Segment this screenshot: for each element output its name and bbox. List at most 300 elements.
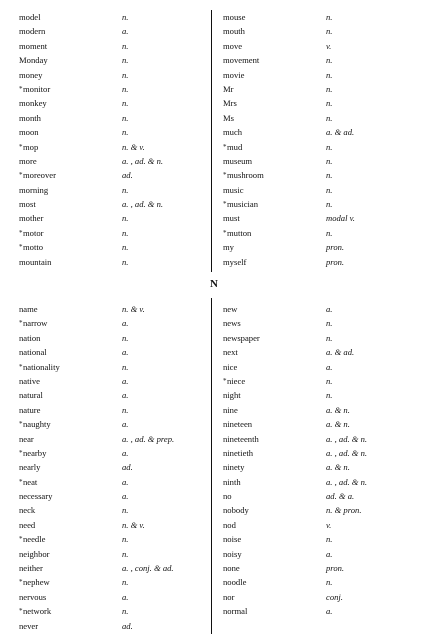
entry-part-of-speech: n. [326, 26, 333, 37]
entry-part-of-speech: a. & n. [326, 419, 350, 430]
entry-part-of-speech: n. [122, 227, 129, 238]
entry-word-text: mouse [223, 12, 246, 22]
word-entry [19, 183, 209, 197]
entry-word [223, 374, 245, 388]
word-entry [19, 489, 209, 503]
word-entry [19, 432, 209, 446]
entry-word-text: modern [19, 26, 46, 37]
word-entry [223, 68, 423, 82]
entry-part-of-speech: a. [122, 591, 129, 602]
word-entry [223, 168, 423, 182]
entry-part-of-speech: a. , ad. & n. [122, 199, 164, 210]
word-entry [19, 226, 209, 240]
asterisk-marker-icon: * [19, 171, 23, 180]
entry-part-of-speech: n. & v. [122, 304, 145, 314]
entry-word [223, 503, 249, 517]
entry-word [19, 10, 40, 24]
word-entry [223, 561, 423, 575]
word-entry [223, 125, 423, 139]
entry-word [19, 168, 56, 182]
entry-word [19, 140, 38, 154]
entry-word [223, 446, 253, 460]
entry-word-text: neighbor [19, 548, 50, 559]
entry-word-text: moreover [23, 170, 56, 181]
entry-word-text: nice [223, 361, 238, 372]
entry-word-text: mutton [227, 227, 252, 238]
entry-word-text: mother [19, 213, 44, 224]
entry-word [223, 316, 241, 330]
entry-word [19, 345, 47, 359]
entry-part-of-speech: n. [326, 375, 333, 386]
entry-word [19, 360, 60, 374]
entry-word-text: necessary [19, 491, 53, 502]
entry-word [19, 590, 46, 604]
word-entry [19, 403, 209, 417]
word-entry [19, 547, 209, 561]
entry-word-text: none [223, 563, 240, 574]
entry-part-of-speech: n. [122, 83, 129, 94]
entry-part-of-speech: a. [122, 419, 129, 430]
word-entry [223, 316, 423, 330]
entry-part-of-speech: n. [326, 390, 333, 401]
entry-word [19, 154, 37, 168]
entry-word-text: monitor [23, 83, 51, 94]
word-entry [223, 211, 423, 225]
entry-word-text: nineteen [223, 419, 253, 430]
entry-word-text: nearly [19, 462, 41, 473]
entry-word [223, 575, 246, 589]
entry-part-of-speech: n. [122, 112, 129, 123]
entry-part-of-speech: n. [122, 69, 129, 80]
entry-part-of-speech: n. [122, 55, 129, 66]
entry-word-text: never [19, 620, 39, 631]
word-entry [223, 360, 423, 374]
entry-word [19, 226, 44, 240]
entry-word-text: Mr [223, 83, 234, 94]
entry-word-text: model [19, 12, 41, 22]
word-entry [223, 82, 423, 96]
entry-part-of-speech: ad. [122, 462, 133, 473]
word-entry [19, 111, 209, 125]
entry-word [223, 197, 258, 211]
asterisk-marker-icon: * [19, 535, 23, 544]
word-entry [19, 96, 209, 110]
entry-part-of-speech: a. [122, 375, 129, 386]
asterisk-marker-icon: * [19, 319, 23, 328]
word-entry [223, 460, 423, 474]
word-entry [223, 532, 423, 546]
entry-word [19, 53, 48, 67]
entry-word [223, 475, 241, 489]
entry-part-of-speech: modal v. [326, 213, 355, 224]
entry-word-text: music [223, 184, 244, 195]
entry-word [19, 417, 51, 431]
word-entry [19, 503, 209, 517]
entry-word-text: noise [223, 534, 242, 545]
word-entry [19, 168, 209, 182]
entry-word [223, 183, 244, 197]
n-right-column [223, 302, 423, 619]
entry-part-of-speech: a. & n. [326, 462, 350, 473]
entry-word [223, 168, 264, 182]
entry-part-of-speech: n. [122, 40, 129, 51]
entry-word-text: nation [19, 332, 41, 343]
entry-part-of-speech: pron. [326, 242, 345, 253]
word-entry [19, 518, 209, 532]
entry-word [19, 547, 50, 561]
entry-word-text: mop [23, 141, 39, 152]
entry-word [223, 24, 245, 38]
entry-word [19, 489, 52, 503]
word-entry [19, 53, 209, 67]
asterisk-marker-icon: * [19, 607, 23, 616]
entry-word-text: motto [23, 242, 44, 253]
asterisk-marker-icon: * [19, 448, 23, 457]
word-entry [223, 388, 423, 402]
asterisk-marker-icon: * [19, 84, 23, 93]
entry-word-text: monkey [19, 98, 47, 109]
entry-word [223, 417, 252, 431]
entry-word-text: mushroom [227, 170, 264, 181]
word-entry [223, 345, 423, 359]
entry-word [19, 125, 39, 139]
entry-part-of-speech: a. [326, 548, 333, 559]
entry-part-of-speech: a. , ad. & n. [326, 476, 368, 487]
entry-word [19, 532, 45, 546]
word-entry [19, 68, 209, 82]
letter-heading-n: N [210, 278, 218, 290]
entry-word [19, 604, 51, 618]
entry-word-text: mountain [19, 256, 52, 267]
entry-word-text: need [19, 519, 36, 530]
entry-word-text: nod [223, 519, 236, 530]
word-entry [19, 590, 209, 604]
asterisk-marker-icon: * [19, 362, 23, 371]
entry-part-of-speech: n. [122, 12, 129, 22]
word-entry [19, 154, 209, 168]
asterisk-marker-icon: * [223, 200, 227, 209]
asterisk-marker-icon: * [19, 228, 23, 237]
entry-word-text: newspaper [223, 332, 260, 343]
entry-word [19, 39, 47, 53]
word-entry [19, 532, 209, 546]
entry-part-of-speech: v. [326, 40, 332, 51]
word-entry [19, 575, 209, 589]
entry-word [19, 111, 41, 125]
entry-part-of-speech: n. [326, 332, 333, 343]
entry-word-text: network [23, 606, 52, 617]
entry-word-text: my [223, 242, 234, 253]
entry-word [223, 96, 237, 110]
entry-word [223, 590, 234, 604]
entry-part-of-speech: a. [122, 447, 129, 458]
word-entry [223, 518, 423, 532]
entry-word [223, 154, 252, 168]
word-entry [223, 403, 423, 417]
entry-word-text: must [223, 213, 240, 224]
entry-word-text: neither [19, 563, 43, 574]
entry-part-of-speech: n. [122, 361, 129, 372]
entry-part-of-speech: n. [122, 404, 129, 415]
entry-part-of-speech: a. [122, 390, 129, 401]
entry-part-of-speech: ad. [122, 620, 133, 631]
entry-part-of-speech: n. [122, 184, 129, 195]
entry-part-of-speech: pron. [326, 256, 345, 267]
entry-word-text: neat [23, 476, 38, 487]
entry-word [223, 460, 244, 474]
entry-part-of-speech: n. [122, 127, 129, 138]
entry-part-of-speech: n. [326, 112, 333, 123]
entry-part-of-speech: v. [326, 519, 332, 530]
entry-word-text: museum [223, 155, 253, 166]
entry-part-of-speech: n. [122, 242, 129, 253]
entry-part-of-speech: pron. [326, 563, 345, 574]
word-entry [223, 111, 423, 125]
entry-part-of-speech: n. [122, 332, 129, 343]
column-divider-n [211, 298, 212, 634]
entry-word-text: nearby [23, 447, 47, 458]
word-entry [19, 475, 209, 489]
entry-word-text: national [19, 347, 47, 358]
entry-word-text: no [223, 491, 232, 502]
entry-word [223, 211, 240, 225]
entry-word [223, 111, 234, 125]
entry-word [19, 619, 38, 633]
word-entry [19, 374, 209, 388]
entry-word-text: mud [227, 141, 243, 152]
entry-word-text: next [223, 347, 238, 358]
word-entry [223, 590, 423, 604]
word-entry [223, 226, 423, 240]
entry-word [19, 183, 48, 197]
word-entry [19, 446, 209, 460]
entry-part-of-speech: n. [326, 141, 333, 152]
entry-word-text: myself [223, 256, 247, 267]
word-entry [19, 240, 209, 254]
m-left-column [19, 10, 209, 269]
entry-word [223, 532, 241, 546]
word-entry [223, 53, 423, 67]
entry-word-text: Mrs [223, 98, 237, 109]
word-entry [19, 345, 209, 359]
word-entry [19, 211, 209, 225]
entry-word-text: moment [19, 40, 48, 51]
entry-word [19, 331, 40, 345]
entry-word [19, 24, 45, 38]
entry-word [19, 197, 36, 211]
entry-word [223, 604, 247, 618]
entry-part-of-speech: n. [122, 577, 129, 588]
entry-word-text: most [19, 199, 36, 210]
entry-word [223, 82, 234, 96]
entry-word [19, 561, 43, 575]
word-entry [223, 183, 423, 197]
entry-part-of-speech: a. [122, 491, 129, 502]
asterisk-marker-icon: * [19, 142, 23, 151]
entry-part-of-speech: a. , ad. & prep. [122, 433, 175, 444]
entry-word [19, 432, 34, 446]
entry-word-text: money [19, 69, 43, 80]
entry-word [223, 302, 237, 316]
entry-word-text: more [19, 155, 37, 166]
word-entry [223, 374, 423, 388]
entry-part-of-speech: ad. [122, 170, 133, 181]
entry-word-text: movie [223, 69, 245, 80]
word-entry [19, 561, 209, 575]
entry-part-of-speech: n. [326, 227, 333, 238]
m-right-column [223, 10, 423, 269]
entry-word-text: musician [227, 199, 259, 210]
entry-part-of-speech: n. [326, 55, 333, 66]
asterisk-marker-icon: * [223, 376, 227, 385]
entry-part-of-speech: ad. & a. [326, 491, 355, 502]
entry-part-of-speech: a. & n. [326, 404, 350, 415]
entry-word-text: motor [23, 227, 44, 238]
entry-word [223, 561, 240, 575]
entry-word-text: month [19, 112, 41, 123]
entry-word-text: morning [19, 184, 49, 195]
entry-word [223, 140, 242, 154]
entry-word-text: Monday [19, 55, 48, 66]
word-entry [223, 575, 423, 589]
word-entry [223, 503, 423, 517]
entry-word-text: nineteenth [223, 433, 259, 444]
word-entry [19, 10, 209, 24]
entry-word [223, 125, 242, 139]
entry-word [223, 39, 242, 53]
entry-word [19, 82, 50, 96]
entry-word-text: ninety [223, 462, 245, 473]
entry-word-text: nervous [19, 591, 47, 602]
entry-word-text: native [19, 375, 40, 386]
entry-word [223, 331, 260, 345]
entry-part-of-speech: n. [122, 534, 129, 545]
entry-part-of-speech: n. [122, 256, 129, 267]
word-entry [19, 24, 209, 38]
word-entry [223, 417, 423, 431]
entry-part-of-speech: a. [122, 318, 129, 329]
entry-word [19, 302, 38, 316]
word-entry [19, 460, 209, 474]
word-entry [223, 432, 423, 446]
entry-word-text: niece [227, 375, 246, 386]
entry-word [19, 211, 43, 225]
n-left-column [19, 302, 209, 633]
entry-word [223, 489, 232, 503]
entry-word [19, 446, 46, 460]
word-entry [223, 302, 423, 316]
entry-word-text: ninetieth [223, 447, 254, 458]
entry-part-of-speech: n. [122, 606, 129, 617]
word-entry [19, 39, 209, 53]
asterisk-marker-icon: * [223, 142, 227, 151]
word-entry [19, 255, 209, 269]
word-entry [19, 302, 209, 316]
entry-word-text: near [19, 433, 34, 444]
column-divider-m [211, 10, 212, 272]
entry-word [19, 374, 40, 388]
entry-word-text: naughty [23, 419, 51, 430]
word-entry [223, 240, 423, 254]
asterisk-marker-icon: * [19, 578, 23, 587]
word-entry [223, 10, 423, 24]
entry-word [223, 432, 259, 446]
word-entry [223, 96, 423, 110]
word-entry [223, 255, 423, 269]
word-entry [19, 360, 209, 374]
word-entry [19, 331, 209, 345]
asterisk-marker-icon: * [223, 171, 227, 180]
entry-word [223, 68, 244, 82]
word-entry [223, 39, 423, 53]
entry-part-of-speech: n. [122, 505, 129, 516]
entry-word-text: nor [223, 591, 235, 602]
entry-word [19, 316, 47, 330]
entry-word-text: ninth [223, 476, 241, 487]
entry-word [19, 255, 51, 269]
entry-word [223, 547, 242, 561]
entry-part-of-speech: n. [122, 98, 129, 109]
entry-word [19, 518, 35, 532]
entry-word [19, 475, 37, 489]
entry-part-of-speech: n. [326, 184, 333, 195]
word-entry [223, 24, 423, 38]
entry-part-of-speech: a. [326, 304, 333, 314]
entry-part-of-speech: a. [122, 347, 129, 358]
entry-part-of-speech: a. [122, 476, 129, 487]
entry-part-of-speech: a. , ad. & n. [326, 433, 368, 444]
asterisk-marker-icon: * [19, 243, 23, 252]
entry-word [223, 360, 237, 374]
entry-part-of-speech: n. [326, 98, 333, 109]
word-entry [223, 140, 423, 154]
entry-part-of-speech: a. , ad. & n. [122, 155, 164, 166]
entry-word-text: news [223, 318, 241, 329]
asterisk-marker-icon: * [223, 228, 227, 237]
entry-word-text: night [223, 390, 241, 401]
entry-word [19, 240, 43, 254]
entry-part-of-speech: n. & pron. [326, 505, 362, 516]
asterisk-marker-icon: * [19, 420, 23, 429]
entry-part-of-speech: n. [122, 213, 129, 224]
entry-part-of-speech: n. [326, 69, 333, 80]
entry-part-of-speech: n. [326, 12, 333, 22]
entry-word [19, 68, 42, 82]
word-entry [19, 316, 209, 330]
entry-word-text: mouth [223, 26, 245, 37]
entry-word-text: natural [19, 390, 43, 401]
word-entry [223, 547, 423, 561]
word-entry [223, 154, 423, 168]
entry-part-of-speech: a. [326, 361, 333, 372]
entry-word [19, 503, 35, 517]
entry-word-text: nine [223, 404, 238, 415]
entry-word-text: nobody [223, 505, 249, 516]
entry-part-of-speech: n. [326, 577, 333, 588]
word-entry [223, 197, 423, 211]
entry-part-of-speech: n. [122, 548, 129, 559]
entry-part-of-speech: a. , ad. & n. [326, 447, 368, 458]
word-entry [223, 489, 423, 503]
word-entry [19, 125, 209, 139]
word-entry [223, 475, 423, 489]
entry-part-of-speech: n. [326, 155, 333, 166]
entry-part-of-speech: n. & v. [122, 141, 145, 152]
word-entry [19, 140, 209, 154]
entry-word [223, 226, 251, 240]
word-entry [223, 331, 423, 345]
entry-word [19, 388, 43, 402]
